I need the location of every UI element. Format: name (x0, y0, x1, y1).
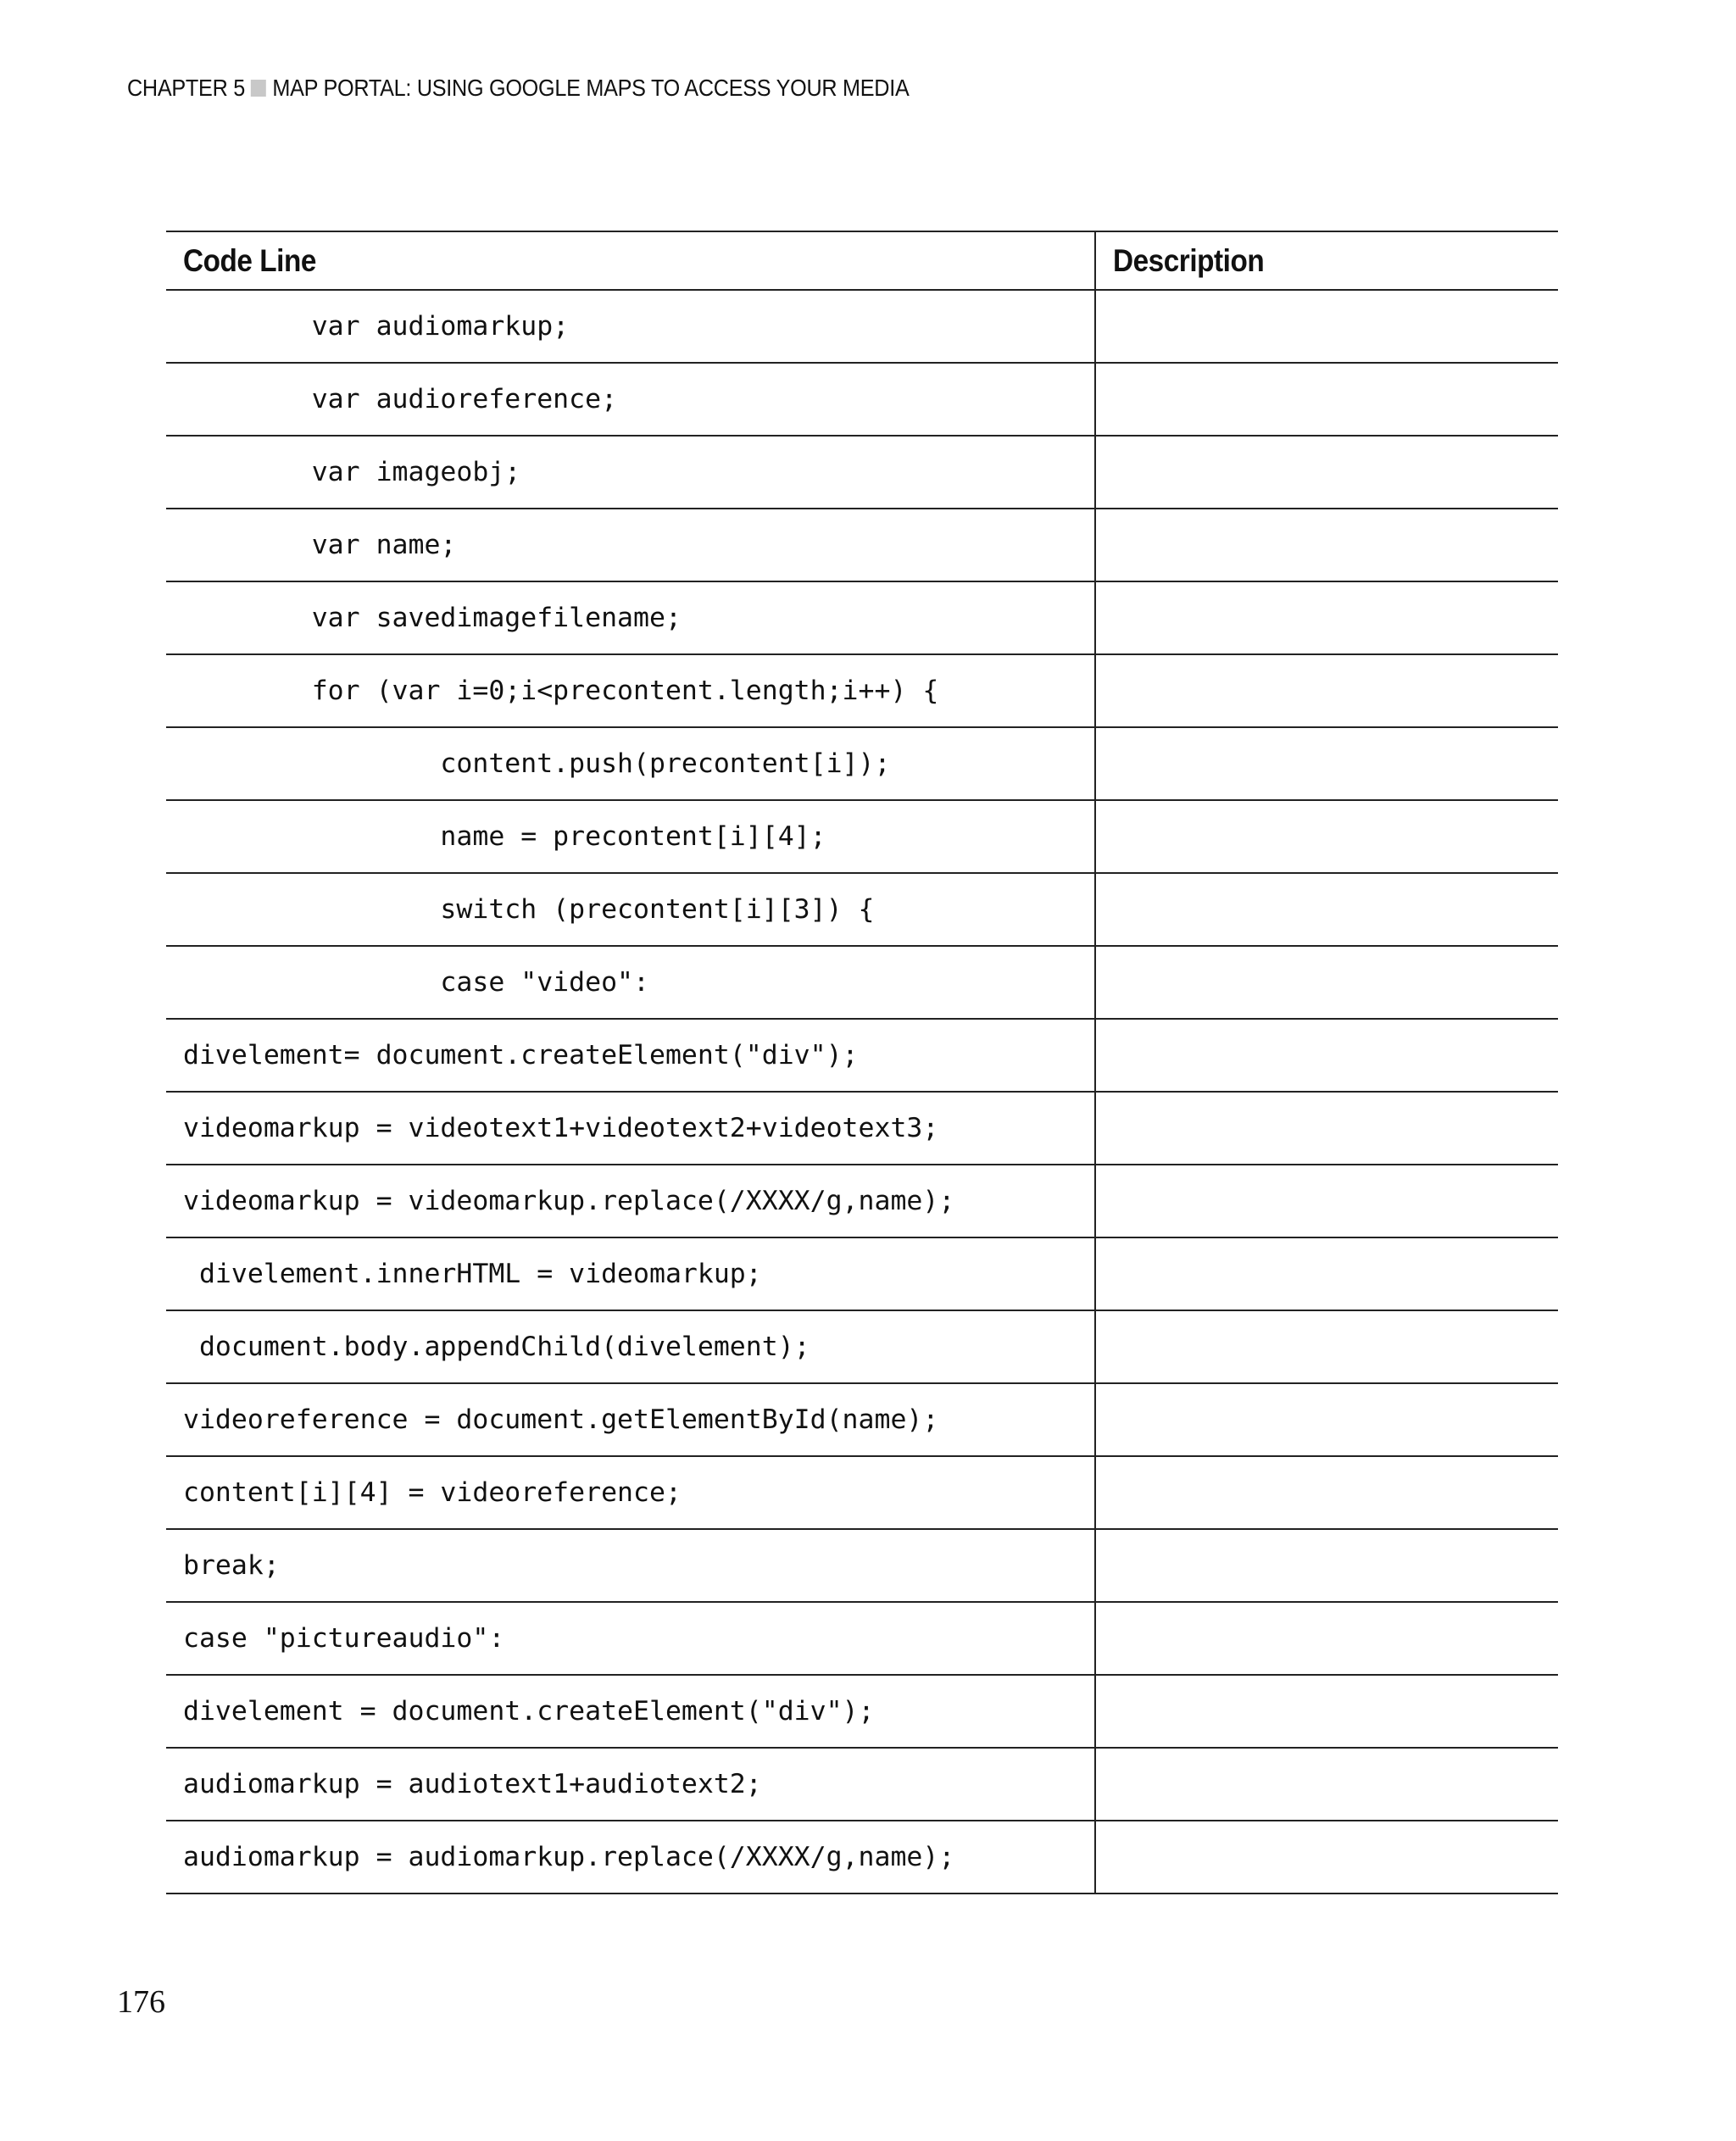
code-line-cell: videomarkup = videomarkup.replace(/XXXX/g,name); (166, 1165, 1095, 1237)
table-body (166, 290, 1558, 1894)
code-line-cell: var name; (166, 509, 1095, 581)
table-row (166, 509, 1558, 581)
description-cell (1095, 436, 1558, 509)
table-row (166, 1456, 1558, 1529)
description-cell (1095, 654, 1558, 727)
table-row (166, 436, 1558, 509)
description-cell (1095, 946, 1558, 1019)
description-cell (1095, 727, 1558, 800)
code-line-cell: divelement.innerHTML = videomarkup; (166, 1237, 1095, 1310)
code-line-cell: divelement = document.createElement("div"); (166, 1675, 1095, 1748)
table-row (166, 1821, 1558, 1894)
table-row (166, 1310, 1558, 1383)
code-line-cell: var imageobj; (166, 436, 1095, 509)
description-cell (1095, 581, 1558, 654)
table-row (166, 727, 1558, 800)
chapter-title: MAP PORTAL: USING GOOGLE MAPS TO ACCESS YOUR MEDIA (272, 75, 910, 101)
description-cell (1095, 1310, 1558, 1383)
table-row (166, 1019, 1558, 1092)
table-row (166, 654, 1558, 727)
table-row (166, 1092, 1558, 1165)
table-row (166, 363, 1558, 436)
description-cell (1095, 1529, 1558, 1602)
code-line-cell: var savedimagefilename; (166, 581, 1095, 654)
description-cell (1095, 363, 1558, 436)
code-line-cell: var audiomarkup; (166, 290, 1095, 363)
description-cell (1095, 1165, 1558, 1237)
description-cell (1095, 1821, 1558, 1894)
chapter-label: CHAPTER 5 (127, 75, 246, 101)
column-header-description: Description (1095, 231, 1558, 290)
table-row (166, 1529, 1558, 1602)
code-line-cell: document.body.appendChild(divelement); (166, 1310, 1095, 1383)
table-row (166, 1383, 1558, 1456)
table-row (166, 581, 1558, 654)
code-line-cell: for (var i=0;i<precontent.length;i++) { (166, 654, 1095, 727)
table-row (166, 1748, 1558, 1821)
code-line-cell: videoreference = document.getElementById(name); (166, 1383, 1095, 1456)
table-row (166, 946, 1558, 1019)
code-line-cell: divelement= document.createElement("div"); (166, 1019, 1095, 1092)
code-line-cell: audiomarkup = audiomarkup.replace(/XXXX/g,name); (166, 1821, 1095, 1894)
description-cell (1095, 290, 1558, 363)
description-cell (1095, 1675, 1558, 1748)
code-line-cell: case "pictureaudio": (166, 1602, 1095, 1675)
description-cell (1095, 800, 1558, 873)
description-cell (1095, 509, 1558, 581)
code-description-table (166, 231, 1558, 1894)
description-cell (1095, 1237, 1558, 1310)
running-header (127, 73, 910, 103)
description-cell (1095, 1602, 1558, 1675)
description-cell (1095, 1383, 1558, 1456)
table-row (166, 290, 1558, 363)
table-row (166, 1602, 1558, 1675)
table-row (166, 800, 1558, 873)
description-cell (1095, 1748, 1558, 1821)
description-cell (1095, 873, 1558, 946)
table-row (166, 1165, 1558, 1237)
description-cell (1095, 1019, 1558, 1092)
page-number: 176 (117, 1984, 165, 2020)
code-line-cell: var audioreference; (166, 363, 1095, 436)
code-line-cell: audiomarkup = audiotext1+audiotext2; (166, 1748, 1095, 1821)
description-cell (1095, 1456, 1558, 1529)
table-header-row (166, 231, 1558, 290)
code-line-cell: switch (precontent[i][3]) { (166, 873, 1095, 946)
code-line-cell: content[i][4] = videoreference; (166, 1456, 1095, 1529)
code-line-cell: content.push(precontent[i]); (166, 727, 1095, 800)
table-row (166, 1237, 1558, 1310)
code-line-cell: videomarkup = videotext1+videotext2+videotext3; (166, 1092, 1095, 1165)
table-row (166, 1675, 1558, 1748)
table-row (166, 873, 1558, 946)
separator-square-icon (251, 80, 266, 97)
code-line-cell: case "video": (166, 946, 1095, 1019)
column-header-code-line: Code Line (166, 231, 1095, 290)
description-cell (1095, 1092, 1558, 1165)
code-line-cell: break; (166, 1529, 1095, 1602)
code-line-cell: name = precontent[i][4]; (166, 800, 1095, 873)
